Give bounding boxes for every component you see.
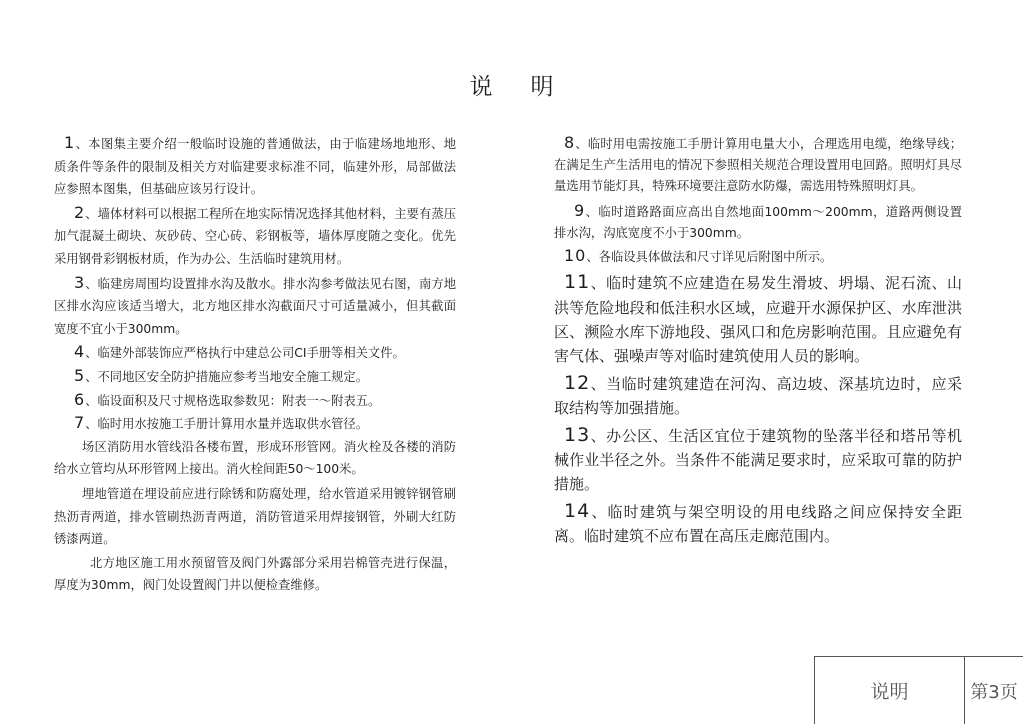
note-number: 10 (564, 246, 587, 266)
note-text: 、临设面积及尺寸规格选取参数见：附表一～附表五。 (85, 393, 381, 408)
note-text: 北方地区施工用水预留管及阀门外露部分采用岩棉管壳进行保温，厚度为30mm，阀门处设置阀门井以便检查维修。 (54, 555, 456, 593)
note-number: 2 (74, 202, 86, 222)
note-11 (554, 270, 962, 369)
note-number: 8 (564, 133, 576, 152)
note-10 (554, 245, 962, 268)
note-text: 、临建外部装饰应严格执行中建总公司CI手册等相关文件。 (85, 346, 405, 361)
note-3 (54, 272, 456, 341)
note-text: 、临时用水按施工手册计算用水量并选取供水管径。 (85, 417, 369, 432)
note-number: 14 (564, 499, 591, 522)
note-text: 、临时建筑不应建造在易发生滑坡、坍塌、泥石流、山洪等危险地段和低洼积水区域，应避开水源保护区、水库泄洪区、濒险水库下游地段、强风口和危房影响范围。且应避免有害气体、强噪声等对临时建筑使用人员的影响。 (554, 274, 962, 366)
note-text: 、墙体材料可以根据工程所在地实际情况选择其他材料，主要有蒸压加气混凝土砌块、灰砂砖、空心砖、彩钢板等，墙体厚度随之变化。优先采用钢骨彩钢板材质，作为办公、生活临时建筑用材。 (54, 206, 456, 266)
note-number: 1 (64, 133, 76, 152)
note-text: 、临时建筑与架空明设的用电线路之间应保持安全距离。临时建筑不应布置在高压走廊范围内。 (554, 502, 962, 546)
note-number: 12 (564, 371, 591, 394)
note-number: 11 (564, 271, 591, 294)
page-title: 说明 (469, 74, 592, 100)
notes-right-column (554, 132, 962, 549)
note-6 (54, 389, 456, 413)
note-text: 、临时道路路面应高出自然地面100mm～200mm，道路两侧设置排水沟，沟底宽度不小于300mm。 (554, 204, 962, 240)
note-number: 3 (74, 272, 86, 292)
note-5 (54, 365, 456, 389)
note-13 (554, 423, 962, 497)
note-number: 13 (564, 423, 591, 446)
note-text: 、各临设具体做法和尺寸详见后附图中所示。 (586, 250, 833, 265)
note-number: 6 (74, 389, 86, 409)
note-number: 7 (74, 413, 86, 433)
note-number: 5 (74, 365, 86, 385)
note-12 (554, 371, 962, 421)
title-block-drawing-name: 说明 (815, 657, 965, 724)
note-7 (54, 412, 456, 436)
note-text: 、当临时建筑建造在河沟、高边坡、深基坑边时，应采取结构等加强措施。 (554, 374, 962, 418)
note-9 (554, 200, 962, 244)
title-block (814, 656, 1023, 724)
note-8 (554, 132, 962, 198)
note-text: 、办公区、生活区宜位于建筑物的坠落半径和塔吊等机械作业半径之外。当条件不能满足要求时，应采取可靠的防护措施。 (554, 426, 962, 494)
note-7-insulation (54, 552, 456, 597)
note-7-fire-water (54, 436, 456, 481)
note-2 (54, 202, 456, 271)
note-7-buried-pipe (54, 483, 456, 551)
note-text: 场区消防用水管线沿各楼布置，形成环形管网。消火栓及各楼的消防给水立管均从环形管网上接出。消火栓间距50～100米。 (54, 439, 456, 477)
note-14 (554, 499, 962, 549)
note-number: 9 (574, 200, 586, 220)
title-block-page-number: 第3页 (970, 681, 1018, 703)
note-text: 、临时用电需按施工手册计算用电量大小，合理选用电缆，绝缘导线；在满足生产生活用电的情况下参照相关规范合理设置用电回路。照明灯具尽量选用节能灯具，特殊环境要注意防水防爆，需选用特殊照明灯具。 (554, 137, 962, 194)
note-number: 4 (74, 342, 86, 362)
note-text: 、本图集主要介绍一般临时设施的普通做法，由于临建场地地形、地质条件等条件的限制及相关方对临建要求标准不同，临建外形，局部做法应参照本图集，但基础应该另行设计。 (54, 137, 456, 197)
note-text: 、临建房周围均设置排水沟及散水。排水沟参考做法见右图，南方地区排水沟应该适当增大，北方地区排水沟截面尺寸可适量减小，但其截面宽度不宜小于300mm。 (54, 276, 456, 336)
note-4 (54, 341, 456, 365)
note-1 (54, 132, 456, 201)
note-text: 、不同地区安全防护措施应参考当地安全施工规定。 (85, 369, 369, 384)
note-text: 埋地管道在埋设前应进行除锈和防腐处理，给水管道采用镀锌钢管刷热沥青两道，排水管刷热沥青两道，消防管道采用焊接钢管，外刷大红防锈漆两道。 (54, 486, 456, 547)
notes-left-column (54, 132, 456, 597)
